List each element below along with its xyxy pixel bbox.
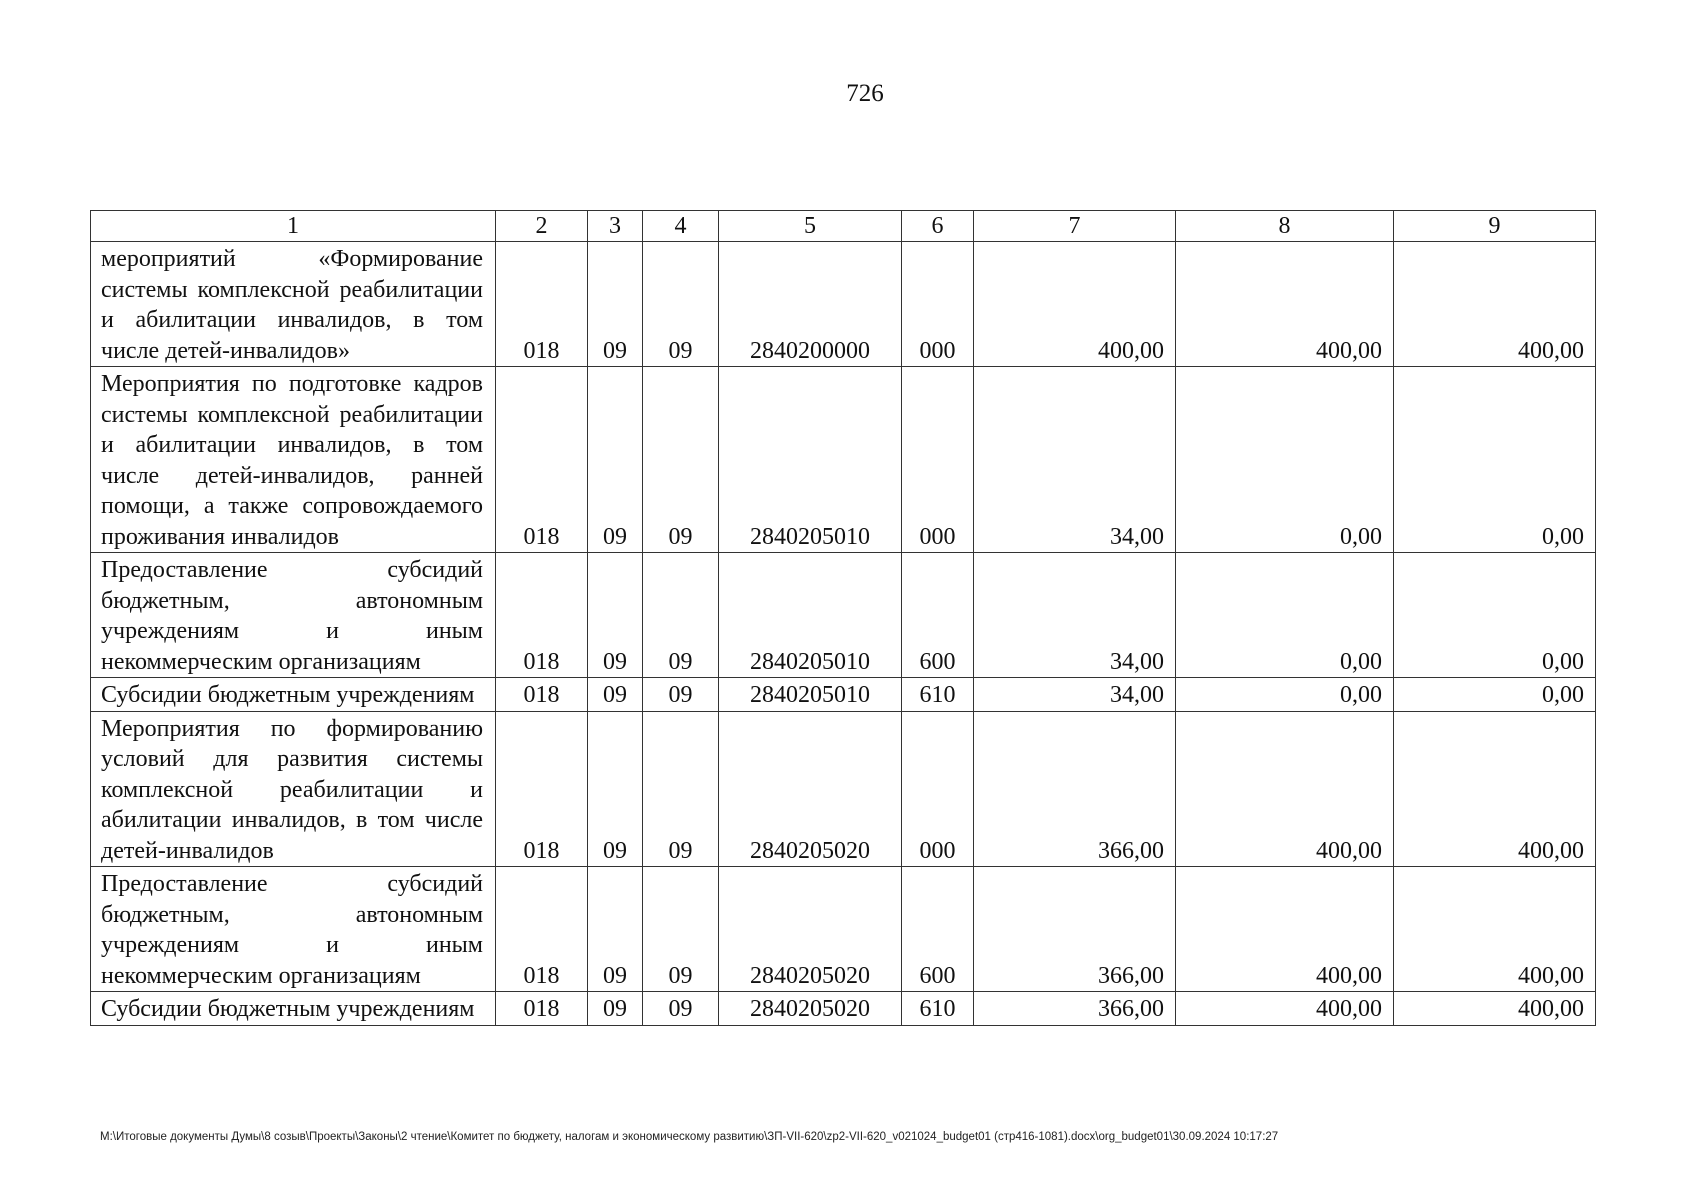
row-col-4: 09 — [643, 553, 719, 678]
column-header-4: 4 — [643, 211, 719, 242]
row-col-3: 09 — [588, 678, 643, 712]
row-col-5: 2840205010 — [719, 678, 902, 712]
table-row — [91, 367, 1596, 553]
budget-table — [90, 210, 1596, 1026]
row-col-2: 018 — [496, 867, 588, 992]
row-col-8: 400,00 — [1176, 867, 1394, 992]
column-header-8: 8 — [1176, 211, 1394, 242]
table-row — [91, 242, 1596, 367]
row-col-6: 000 — [902, 242, 974, 367]
row-col-5: 2840205020 — [719, 867, 902, 992]
row-name: Мероприятия по формированию условий для развития системы комплексной реабилитации и абилитации инвалидов, в том числе детей-инвалидов — [91, 711, 496, 867]
row-col-9: 400,00 — [1394, 242, 1596, 367]
row-col-5: 2840205020 — [719, 992, 902, 1026]
row-col-7: 34,00 — [974, 367, 1176, 553]
row-col-2: 018 — [496, 992, 588, 1026]
row-col-9: 0,00 — [1394, 553, 1596, 678]
row-col-8: 400,00 — [1176, 711, 1394, 867]
row-col-5: 2840200000 — [719, 242, 902, 367]
row-col-8: 0,00 — [1176, 553, 1394, 678]
row-col-6: 610 — [902, 678, 974, 712]
row-col-6: 600 — [902, 867, 974, 992]
column-header-3: 3 — [588, 211, 643, 242]
row-name: мероприятий «Формирование системы комплексной реабилитации и абилитации инвалидов, в том числе детей-инвалидов» — [91, 242, 496, 367]
table-row — [91, 867, 1596, 992]
row-col-6: 000 — [902, 367, 974, 553]
row-name: Субсидии бюджетным учреждениям — [91, 678, 496, 712]
row-col-9: 400,00 — [1394, 992, 1596, 1026]
table-row — [91, 711, 1596, 867]
row-col-2: 018 — [496, 711, 588, 867]
table-header-row — [91, 211, 1596, 242]
row-col-3: 09 — [588, 992, 643, 1026]
footer-file-path: M:\Итоговые документы Думы\8 созыв\Проекты\Законы\2 чтение\Комитет по бюджету, налогам и экономическому развитию\ЗП-VII-620\zp2-VII-620_v021024_budget01 (стр416-1081).docx\org_budget01\30.09.2024 10:17:27 — [100, 1131, 1279, 1143]
row-col-3: 09 — [588, 367, 643, 553]
column-header-9: 9 — [1394, 211, 1596, 242]
table-row — [91, 553, 1596, 678]
row-col-9: 0,00 — [1394, 678, 1596, 712]
row-col-6: 610 — [902, 992, 974, 1026]
row-col-3: 09 — [588, 242, 643, 367]
row-col-2: 018 — [496, 242, 588, 367]
column-header-5: 5 — [719, 211, 902, 242]
row-col-7: 34,00 — [974, 678, 1176, 712]
row-col-7: 366,00 — [974, 711, 1176, 867]
row-col-4: 09 — [643, 867, 719, 992]
table-row — [91, 992, 1596, 1026]
column-header-6: 6 — [902, 211, 974, 242]
column-header-2: 2 — [496, 211, 588, 242]
row-col-4: 09 — [643, 242, 719, 367]
row-col-3: 09 — [588, 553, 643, 678]
row-col-5: 2840205020 — [719, 711, 902, 867]
page-number: 726 — [846, 80, 884, 107]
row-col-8: 0,00 — [1176, 367, 1394, 553]
row-col-2: 018 — [496, 367, 588, 553]
row-name: Мероприятия по подготовке кадров системы комплексной реабилитации и абилитации инвалидов, в том числе детей-инвалидов, ранней помощи, а также сопровождаемого проживания инвалидов — [91, 367, 496, 553]
row-col-6: 000 — [902, 711, 974, 867]
row-col-7: 366,00 — [974, 867, 1176, 992]
column-header-1: 1 — [91, 211, 496, 242]
row-name: Предоставление субсидий бюджетным, автономным учреждениям и иным некоммерческим организациям — [91, 553, 496, 678]
row-col-5: 2840205010 — [719, 553, 902, 678]
row-col-7: 366,00 — [974, 992, 1176, 1026]
row-col-7: 400,00 — [974, 242, 1176, 367]
row-col-9: 0,00 — [1394, 367, 1596, 553]
row-col-2: 018 — [496, 678, 588, 712]
row-col-6: 600 — [902, 553, 974, 678]
row-col-8: 0,00 — [1176, 678, 1394, 712]
row-col-4: 09 — [643, 367, 719, 553]
row-col-8: 400,00 — [1176, 992, 1394, 1026]
row-col-2: 018 — [496, 553, 588, 678]
row-name: Предоставление субсидий бюджетным, автономным учреждениям и иным некоммерческим организациям — [91, 867, 496, 992]
row-col-9: 400,00 — [1394, 867, 1596, 992]
row-col-4: 09 — [643, 711, 719, 867]
row-col-8: 400,00 — [1176, 242, 1394, 367]
row-col-9: 400,00 — [1394, 711, 1596, 867]
table-row — [91, 678, 1596, 712]
row-col-7: 34,00 — [974, 553, 1176, 678]
row-col-5: 2840205010 — [719, 367, 902, 553]
row-name: Субсидии бюджетным учреждениям — [91, 992, 496, 1026]
row-col-3: 09 — [588, 867, 643, 992]
row-col-4: 09 — [643, 992, 719, 1026]
column-header-7: 7 — [974, 211, 1176, 242]
row-col-3: 09 — [588, 711, 643, 867]
row-col-4: 09 — [643, 678, 719, 712]
